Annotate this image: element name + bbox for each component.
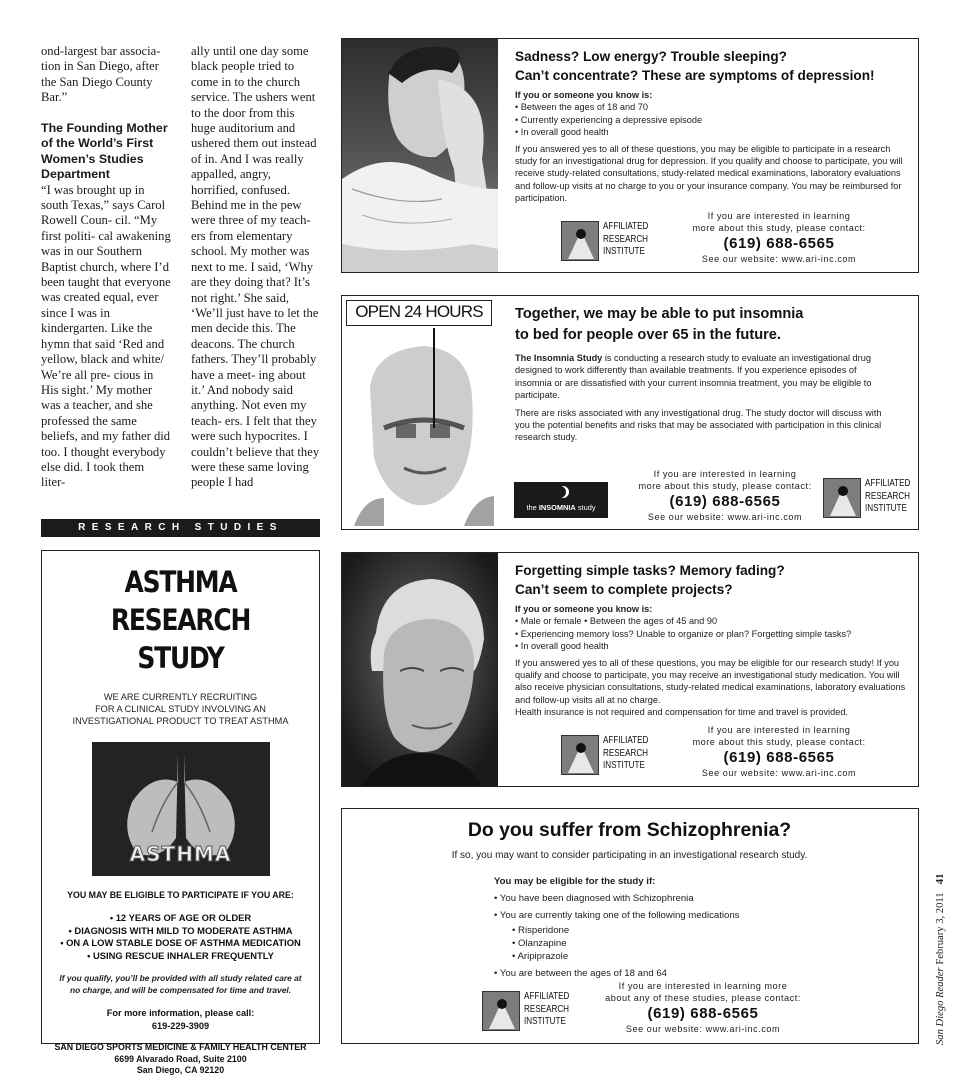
schizophrenia-lead: You may be eligible for the study if: — [494, 876, 656, 887]
schizophrenia-ad — [341, 808, 919, 1044]
memory-lead: If you or someone you know is: — [515, 604, 653, 614]
contact-block: If you are interested in learning more about this study, please contact: (619) 688-6565 See our website: www.ari-inc.com — [674, 724, 884, 779]
ari-logo: AFFILIATED RESEARCH INSTITUTE — [561, 733, 651, 777]
asthma-title: STUDY — [137, 641, 224, 675]
open-24-hours-sign: OPEN 24 HOURS — [346, 300, 492, 326]
schizophrenia-title: Do you suffer from Schizophrenia? — [467, 819, 792, 841]
medication-item: • Risperidone — [512, 925, 570, 937]
memory-bullet: • In overall good health — [515, 641, 609, 652]
website-link[interactable]: See our website: www.ari-inc.com — [625, 1024, 781, 1034]
article-paragraph: ally until one day some black people tried to come in to the church service. The ushers went to the door from this huge auditorium and ushered them out instead of in. And I was really appalled, angry, horrified, confused. Behind me in the pew were three of my teach- ers from elementary school. My mother was next to me. I said, ‘Why are they doing that? It’s not right.’ She said, ‘We’ll just have to let the men decide this. The deacons. The church fathers. They’ll probably have a meet- ing about it.’ And nobody said anything. Not even my teach- ers. I felt that they were such hypocrites. I couldn’t believe that they were these same loving people I had — [191, 44, 320, 490]
insomnia-body: The Insomnia Study is conducting a research study to evaluate an investigational drug designed to work differently than available treatments. If you experience episodes of insomnia or are dissatisfied with your current insomnia treatment, you may be eligible to participate. — [515, 353, 872, 401]
depression-ad — [341, 38, 919, 273]
insomnia-title: to bed for people over 65 in the future. — [515, 327, 781, 343]
phone-number[interactable]: (619) 688-6565 — [723, 749, 835, 766]
insomnia-study-badge: the INSOMNIA study — [514, 482, 608, 518]
website-link[interactable]: See our website: www.ari-inc.com — [701, 768, 857, 778]
moon-icon — [554, 486, 566, 498]
asthma-address: SAN DIEGO SPORTS MEDICINE & FAMILY HEALTH CENTER 6699 Alvarado Road, Suite 2100 San Diego, CA 92120 — [54, 1042, 307, 1076]
contact-block: If you are interested in learning more about any of these studies, please contact: (619) 688-6565 See our website: www.ari-inc.com — [586, 980, 820, 1035]
website-link[interactable]: See our website: www.ari-inc.com — [701, 254, 857, 264]
contact-block: If you are interested in learning more about this study, please contact: (619) 688-6565 See our website: www.ari-inc.com — [621, 468, 829, 523]
memory-bullet: • Experiencing memory loss? Unable to organize or plan? Forgetting simple tasks? — [515, 628, 852, 639]
asthma-subtitle: WE ARE CURRENTLY RECRUITING FOR A CLINICAL STUDY INVOLVING AN INVESTIGATIONAL PRODUCT TO TREAT ASTHMA — [72, 692, 289, 726]
asthma-criteria: • 12 YEARS OF AGE OR OLDER • DIAGNOSIS WITH MILD TO MODERATE ASTHMA • ON A LOW STABLE DOSE OF ASTHMA MEDICATION • USING RESCUE INHALER FREQUENTLY — [60, 912, 301, 961]
medication-item: • Aripiprazole — [512, 951, 569, 963]
phone-number[interactable]: (619) 688-6565 — [647, 1005, 759, 1022]
article-column-1 — [41, 44, 171, 491]
memory-ad — [341, 552, 919, 787]
article-paragraph: ond-largest bar associa- tion in San Diego, after the San Diego County Bar.” — [41, 44, 161, 105]
page-number: 41 — [934, 873, 946, 885]
memory-body: If you answered yes to all of these questions, you may be eligible for our research study! If you qualify and choose to participate, you may receive an investigational study medication. You will also receive physician consultations, study-related medical examinations, laboratory evaluations and follow-up visits all at no charge. — [515, 657, 906, 705]
asthma-phone[interactable]: 619-229-3909 — [151, 1020, 210, 1031]
asthma-title: ASTHMA RESEARCH — [110, 565, 251, 637]
asthma-lungs-image — [92, 742, 270, 876]
article-column-2 — [191, 44, 321, 491]
asthma-image-label: ASTHMA — [129, 842, 232, 866]
issue-date: February 3, 2011 — [935, 892, 946, 965]
memory-body: Health insurance is not required and compensation for time and travel is provided. — [515, 707, 848, 718]
article-subheading: The Founding Mother of the World’s First Women’s Studies Department — [41, 120, 168, 182]
depression-bullet: • In overall good health — [515, 127, 609, 138]
phone-number[interactable]: (619) 688-6565 — [669, 493, 781, 510]
medication-item: • Olanzapine — [512, 938, 567, 950]
depression-bullet: • Between the ages of 18 and 70 — [515, 102, 648, 113]
asthma-ad — [41, 550, 320, 1076]
memory-bullet: • Male or female • Between the ages of 45 and 90 — [515, 616, 718, 627]
asthma-eligibility-heading: YOU MAY BE ELIGIBLE TO PARTICIPATE IF YOU ARE: — [67, 890, 294, 900]
schizophrenia-subtitle: If so, you may want to consider participating in an investigational research study. — [451, 850, 808, 861]
schizophrenia-criterion: • You have been diagnosed with Schizophrenia — [494, 892, 694, 904]
website-link[interactable]: See our website: www.ari-inc.com — [647, 512, 803, 522]
insomnia-title: Together, we may be able to put insomnia — [515, 306, 804, 322]
memory-title: Can’t seem to complete projects? — [515, 582, 733, 597]
asthma-note: If you qualify, you’ll be provided with all study related care at no charge, and will be compensated for time and travel. — [59, 973, 302, 995]
depression-body: If you answered yes to all of these questions, you may be eligible to participate in a research study for an investigational drug for depression. If you qualify and choose to participate, you will receive study-related consultations, study-related medical examinations, laboratory evaluations and follow-up visits at no charge to you or your insurance company. You may be reimbursed for participation. — [515, 143, 903, 204]
insomnia-risks: There are risks associated with any investigational drug. The study doctor will discuss with you the potential benefits and risks that may be associated with participation in this clinical research study. — [515, 407, 882, 443]
insomnia-ad — [341, 295, 919, 530]
research-studies-banner: RESEARCH STUDIES — [41, 519, 320, 537]
publication-name: San Diego Reader — [935, 967, 946, 1045]
memory-photo — [342, 553, 498, 786]
page-footer — [918, 873, 946, 1045]
memory-title: Forgetting simple tasks? Memory fading? — [515, 563, 785, 578]
depression-photo — [342, 39, 498, 272]
article-paragraph: “I was brought up in south Texas,” says Carol Rowell Coun- cil. “My first politi- cal awakening was in our Southern Baptist church, where I’d been taught that everyone was created equal, ever since I was in kindergarten. Like the hymn that said ‘Red and yellow, black and white/ We’re all pre- cious in His sight.’ My mother was a teacher, and she professed the same beliefs, and my father did too. I thought everybody else did. I took them liter- — [41, 182, 171, 490]
ari-logo: AFFILIATED RESEARCH INSTITUTE — [561, 219, 651, 263]
depression-title: Sadness? Low energy? Trouble sleeping? — [515, 49, 787, 64]
asthma-contact: For more information, please call: 619-229-3909 — [42, 1007, 319, 1032]
depression-lead: If you or someone you know is: — [515, 90, 653, 100]
schizophrenia-criterion: • You are currently taking one of the following medications — [494, 909, 740, 921]
depression-title: Can’t concentrate? These are symptoms of depression! — [515, 68, 875, 83]
phone-number[interactable]: (619) 688-6565 — [723, 235, 835, 252]
schizophrenia-criterion: • You are between the ages of 18 and 64 — [494, 968, 667, 980]
contact-block: If you are interested in learning more about this study, please contact: (619) 688-6565 See our website: www.ari-inc.com — [674, 210, 884, 265]
depression-bullet: • Currently experiencing a depressive episode — [515, 114, 703, 125]
ari-logo: AFFILIATED RESEARCH INSTITUTE — [482, 989, 572, 1033]
ari-logo: AFFILIATED RESEARCH INSTITUTE — [823, 476, 913, 520]
insomnia-stipple-portrait — [354, 328, 494, 526]
